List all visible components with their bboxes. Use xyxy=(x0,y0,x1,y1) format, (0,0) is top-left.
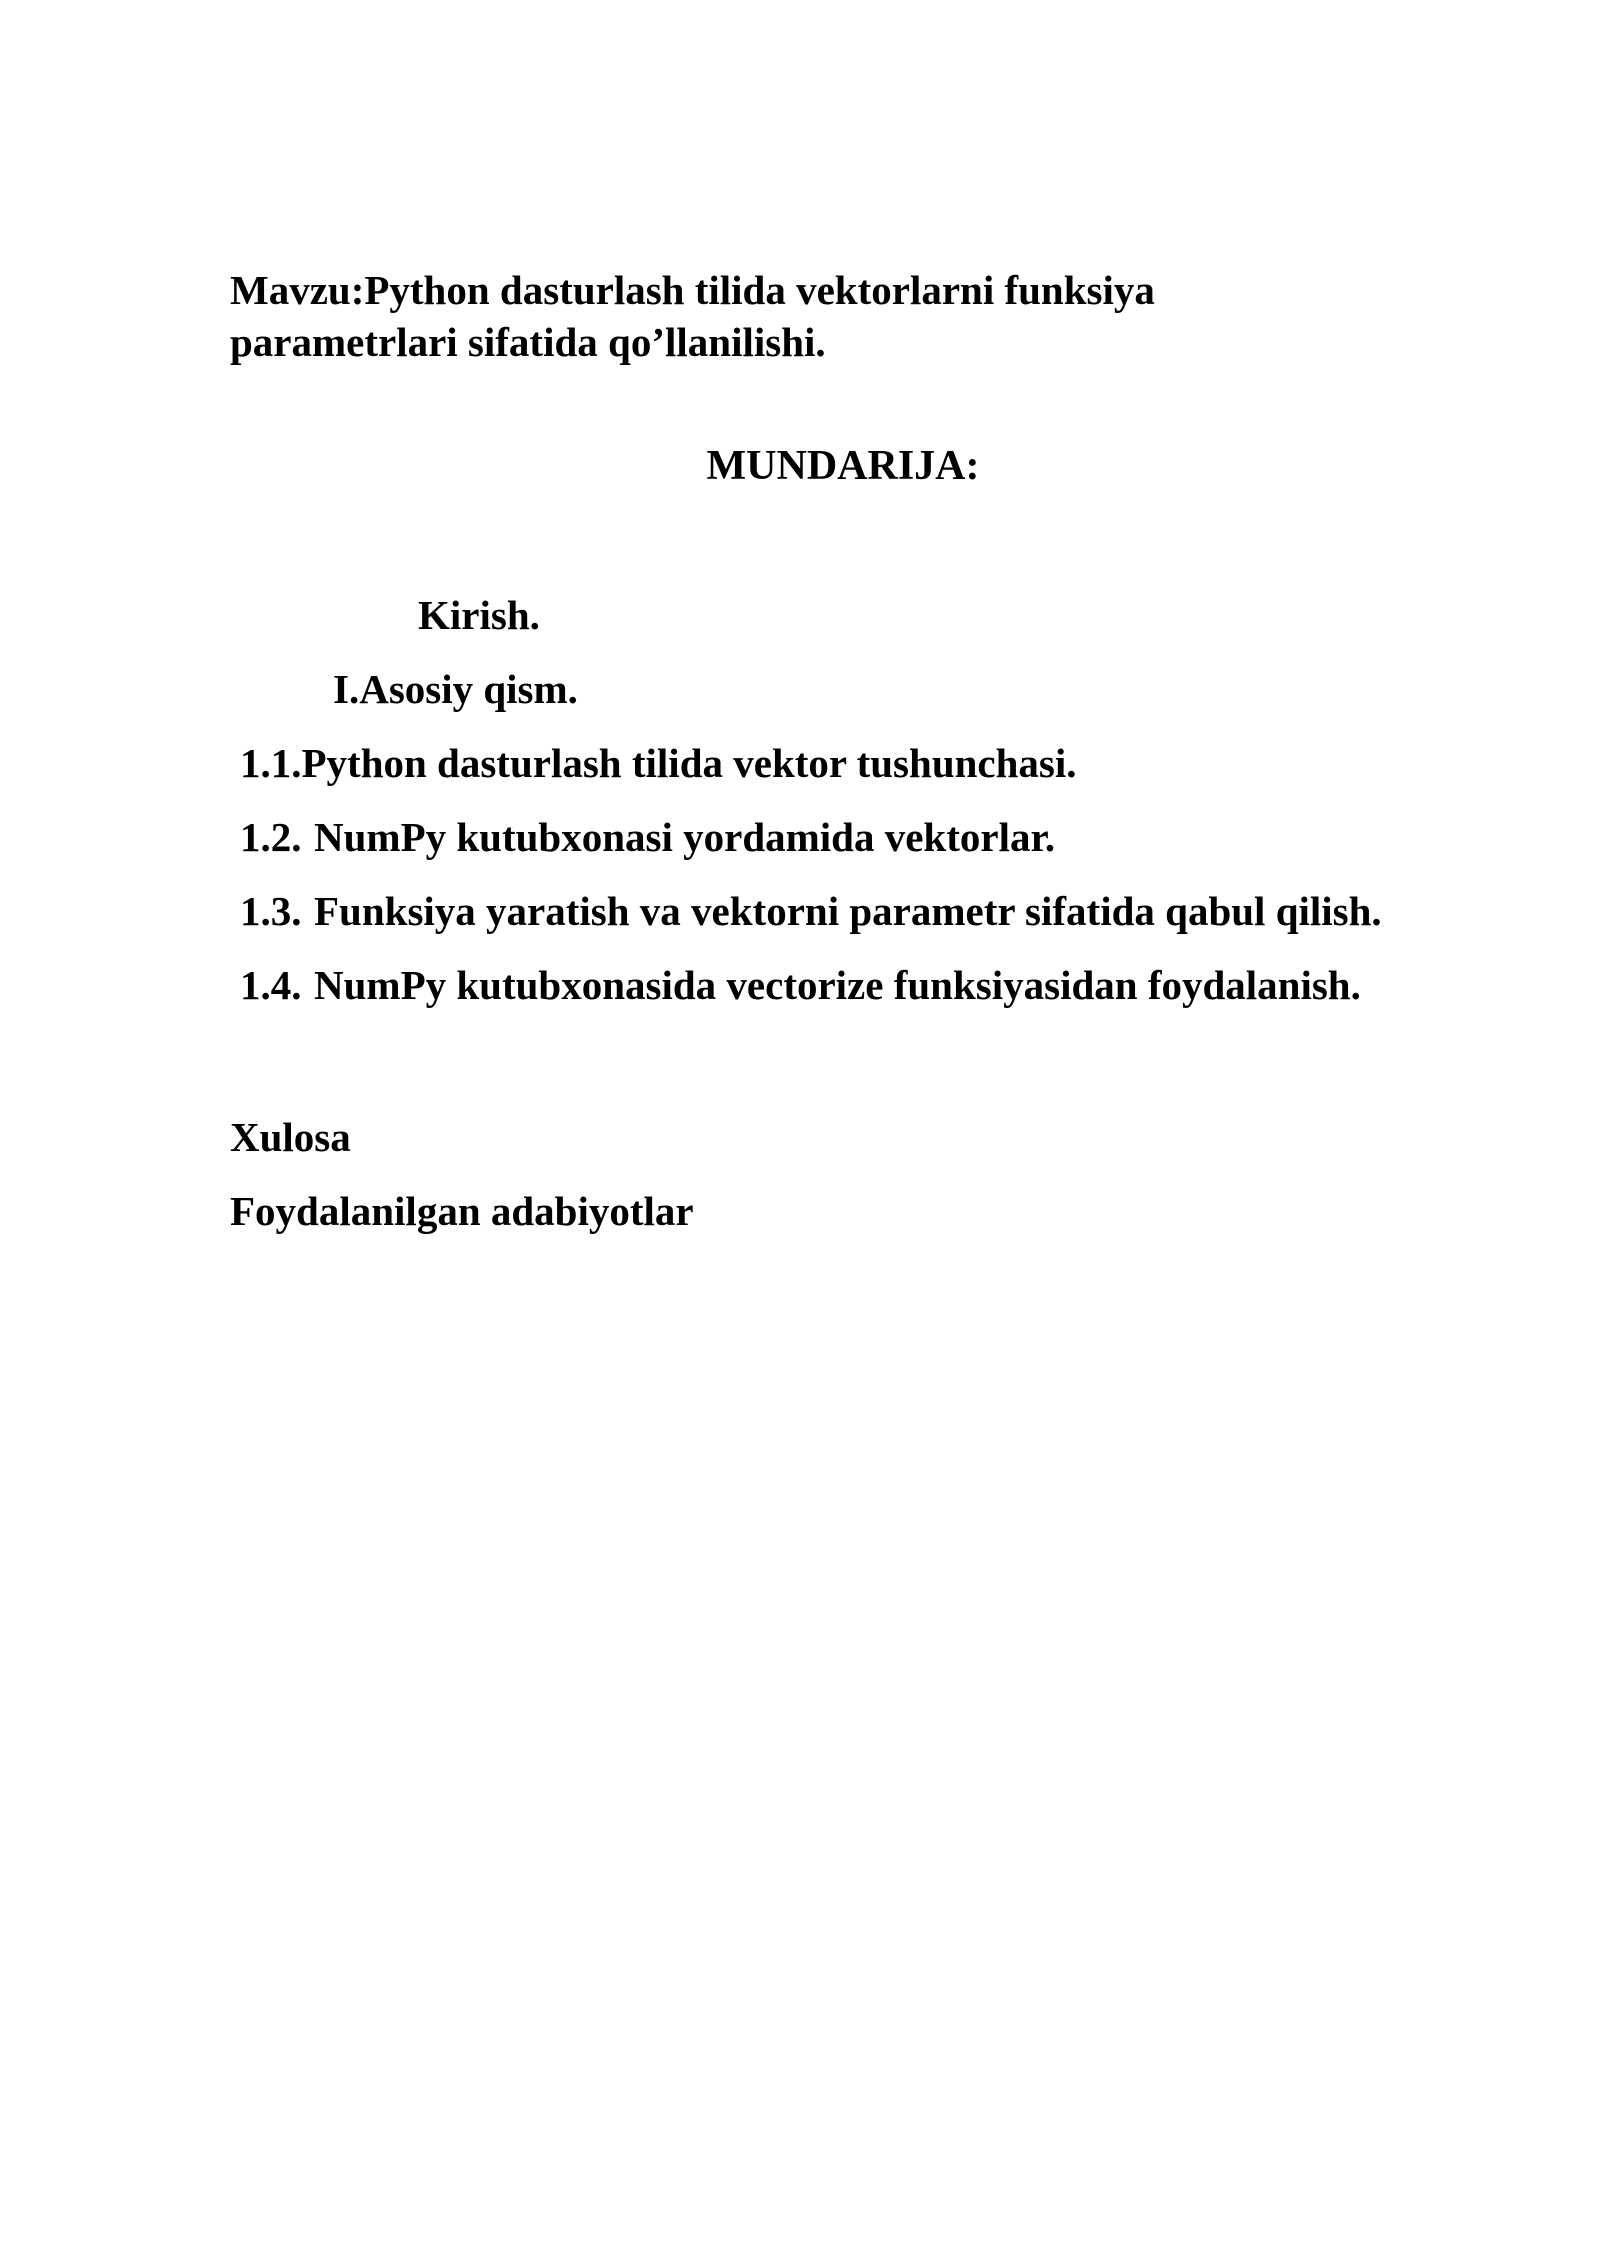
section-number: 1.2. xyxy=(240,814,302,860)
section-number: 1.1. xyxy=(240,740,302,786)
toc-item-section-1-1 xyxy=(240,737,1077,789)
toc-item-conclusion: Xulosa xyxy=(230,1114,351,1160)
toc-item-main-part: I.Asosiy qism. xyxy=(333,666,578,712)
section-title: NumPy kutubxonasida vectorize funksiyasidan foydalanish. xyxy=(314,962,1361,1008)
section-title: NumPy kutubxonasi yordamida vektorlar. xyxy=(314,814,1056,860)
topic-title-line-1: Mavzu:Python dasturlash tilida vektorlarni funksiya xyxy=(230,267,1155,313)
topic-title-line-2: parametrlari sifatida qo’llanilishi. xyxy=(230,319,826,365)
toc-item-references: Foydalanilgan adabiyotlar xyxy=(230,1188,694,1234)
section-title: Python dasturlash tilida vektor tushunchasi. xyxy=(301,740,1077,786)
toc-item-section-1-4 xyxy=(240,959,1361,1011)
toc-item-section-1-2 xyxy=(240,811,1055,863)
toc-item-section-1-3 xyxy=(240,885,1382,937)
section-number: 1.4. xyxy=(240,962,302,1008)
section-title: Funksiya yaratish va vektorni parametr sifatida qabul qilish. xyxy=(314,888,1382,934)
toc-item-intro: Kirish. xyxy=(418,592,540,638)
table-of-contents-heading: MUNDARIJA: xyxy=(706,443,980,489)
section-number: 1.3. xyxy=(240,888,302,934)
